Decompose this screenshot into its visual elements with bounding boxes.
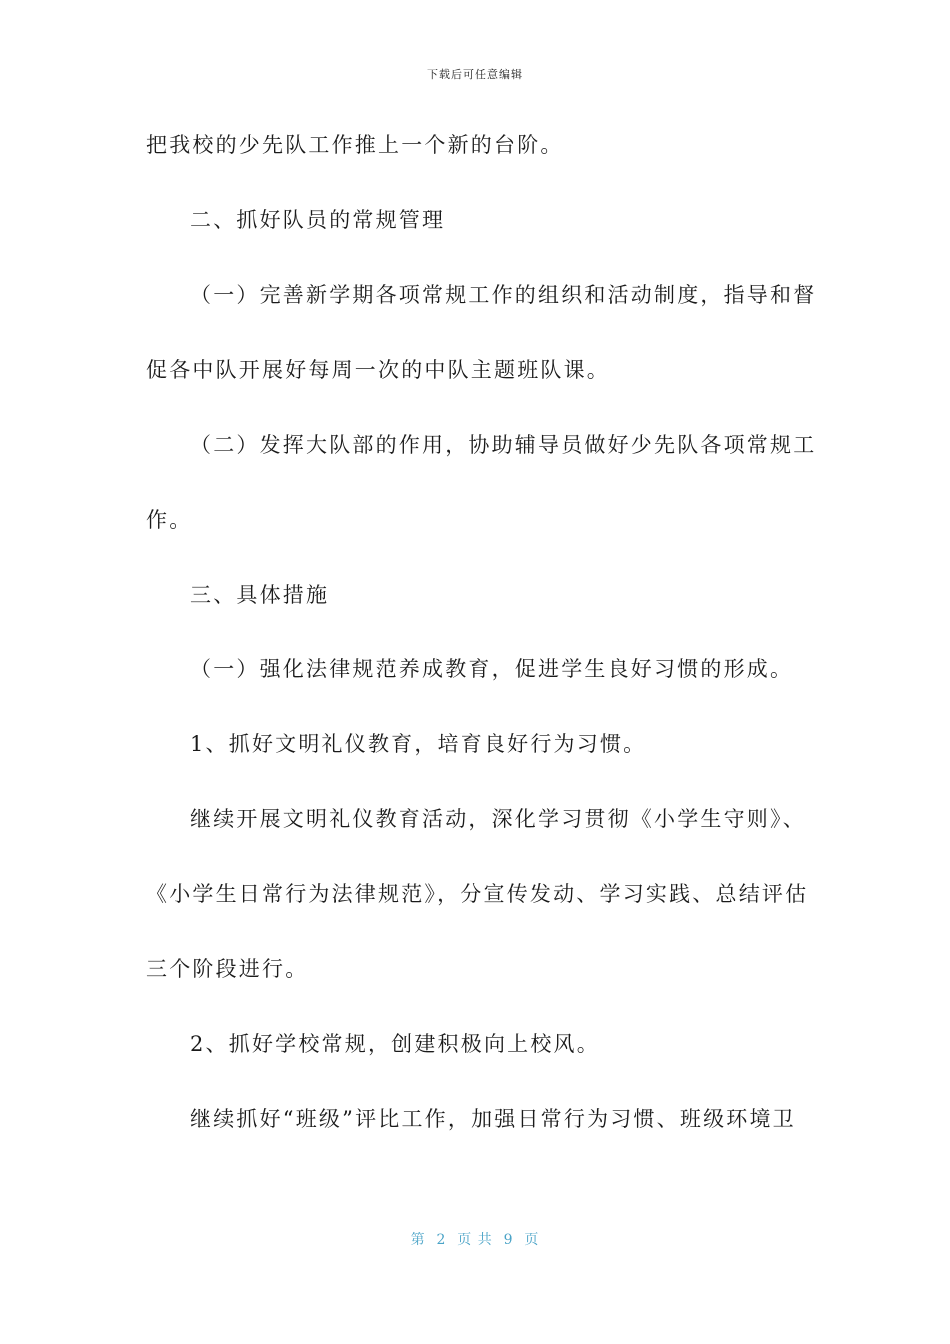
section-heading-2: 二、抓好队员的常规管理 bbox=[190, 208, 446, 232]
body-line-11: 《小学生日常行为法律规范》，分宣传发动、学习实践、总结评估 bbox=[146, 882, 809, 906]
subheading-2: 2、抓好学校常规，创建积极向上校风。 bbox=[190, 1032, 600, 1056]
subheading-1: 1、抓好文明礼仪教育，培育良好行为习惯。 bbox=[190, 732, 647, 756]
page-footer: 第 2 页 共 9 页 bbox=[410, 1232, 540, 1248]
body-line-4: 促各中队开展好每周一次的中队主题班队课。 bbox=[146, 358, 610, 382]
section-heading-3: 三、具体措施 bbox=[190, 583, 330, 607]
body-line-12: 三个阶段进行。 bbox=[146, 957, 309, 981]
body-line-6: 作。 bbox=[146, 508, 193, 532]
body-line-14: 继续抓好“班级”评比工作，加强日常行为习惯、班级环境卫 bbox=[190, 1107, 796, 1131]
body-line-1: 把我校的少先队工作推上一个新的台阶。 bbox=[146, 133, 564, 157]
body-line-3: （一）完善新学期各项常规工作的组织和活动制度，指导和督 bbox=[190, 283, 817, 307]
page-header: 下载后可任意编辑 bbox=[427, 68, 523, 81]
body-line-8: （一）强化法律规范养成教育，促进学生良好习惯的形成。 bbox=[190, 657, 794, 681]
body-line-10: 继续开展文明礼仪教育活动，深化学习贯彻《小学生守则》、 bbox=[190, 807, 806, 831]
body-line-5: （二）发挥大队部的作用，协助辅导员做好少先队各项常规工 bbox=[190, 433, 817, 457]
